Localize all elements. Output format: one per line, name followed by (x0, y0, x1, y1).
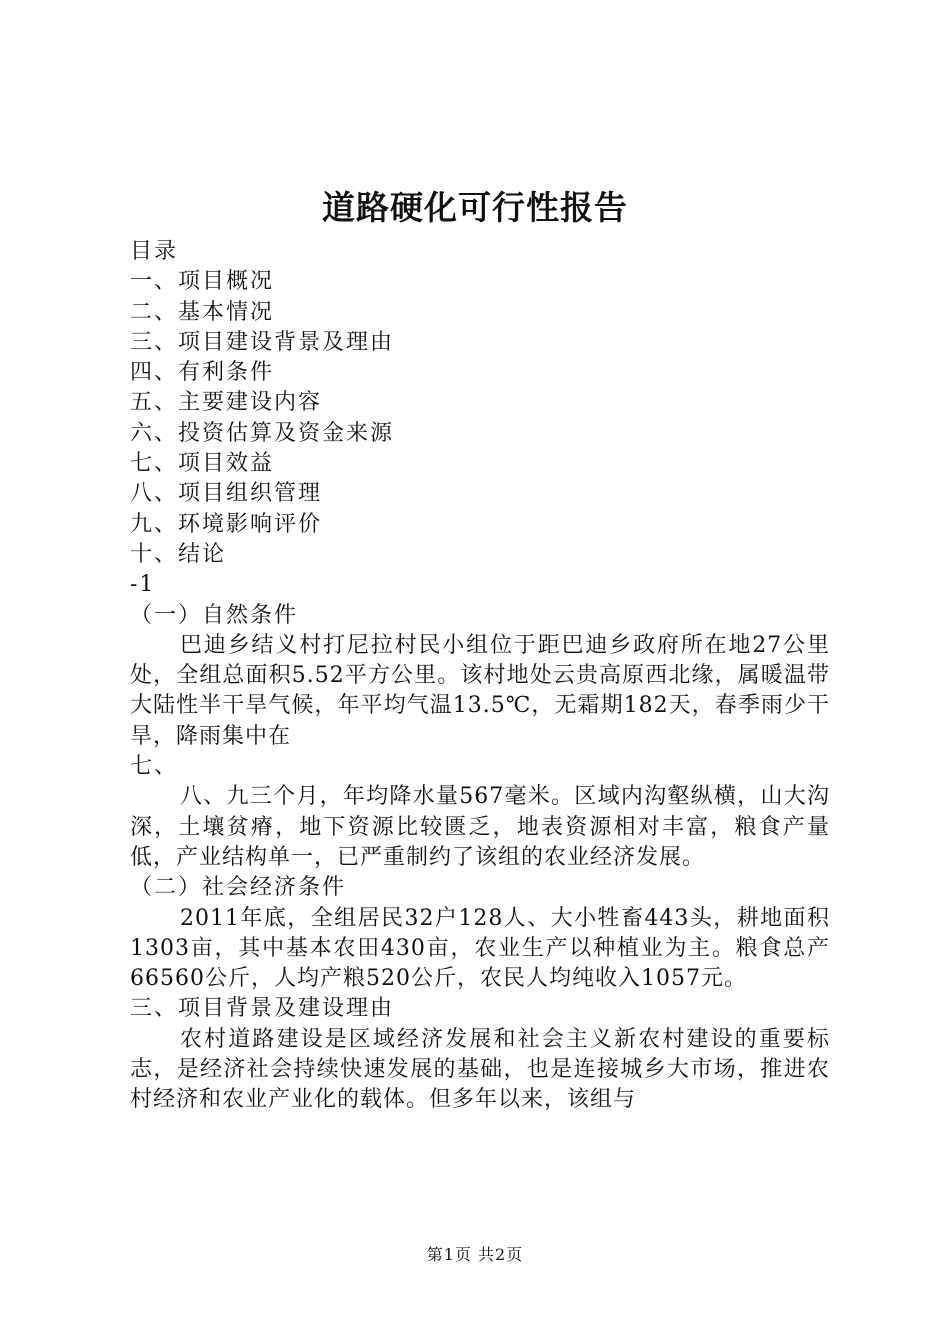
toc-item: 九、环境影响评价 (130, 511, 323, 537)
toc-item: 七、项目效益 (130, 451, 275, 477)
paragraph-natural-1: 巴迪乡结义村打尼拉村民小组位于距巴迪乡政府所在地27公里处，全组总面积5.52平方公里。该村地处云贵高原西北缘，属暖温带大陆性半干旱气候，年平均气温13.5℃，无霜期182天，春季雨少干旱，降雨集中在 (130, 632, 830, 749)
paragraph-marker: 七、 (130, 754, 179, 780)
section-heading-social: （二）社会经济条件 (130, 875, 347, 901)
page-footer: 第1页 共2页 (426, 1245, 524, 1264)
section-heading-natural: （一）自然条件 (130, 602, 299, 628)
document-title: 道路硬化可行性报告 (322, 188, 628, 227)
toc-heading: 目录 (130, 239, 179, 264)
toc-item: 十、结论 (130, 541, 227, 567)
toc-item: 五、主要建设内容 (130, 390, 323, 416)
document-body (130, 237, 830, 1116)
toc-item: 三、项目建设背景及理由 (130, 329, 395, 355)
toc-item: 二、基本情况 (130, 299, 275, 325)
paragraph-background: 农村道路建设是区域经济发展和社会主义新农村建设的重要标志，是经济社会持续快速发展的基础，也是连接城乡大市场，推进农村经济和农业产业化的载体。但多年以来，该组与 (130, 1026, 830, 1113)
toc-item: 四、有利条件 (130, 360, 275, 386)
page-marker: -1 (130, 572, 156, 598)
toc-item: 八、项目组织管理 (130, 481, 323, 507)
section-heading-background: 三、项目背景及建设理由 (130, 996, 395, 1022)
paragraph-natural-2: 八、九三个月，年均降水量567毫米。区域内沟壑纵横，山大沟深，土壤贫瘠，地下资源比较匮乏，地表资源相对丰富，粮食产量低，产业结构单一，已严重制约了该组的农业经济发展。 (130, 784, 830, 870)
paragraph-social: 2011年底，全组居民32户128人、大小牲畜443头，耕地面积1303亩，其中基本农田430亩，农业生产以种植业为主。粮食总产66560公斤，人均产粮520公斤，农民人均纯收入1057元。 (130, 905, 830, 992)
toc-item: 一、项目概况 (130, 269, 275, 295)
toc-item: 六、投资估算及资金来源 (130, 420, 395, 446)
